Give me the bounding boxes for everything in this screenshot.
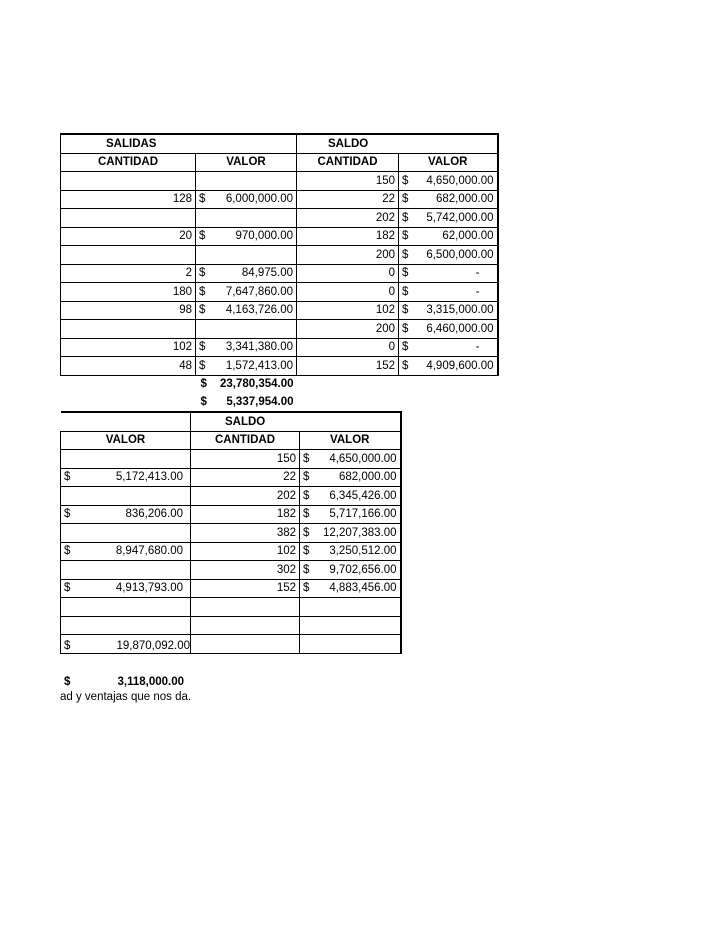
table-row	[61, 227, 498, 246]
amount: 1,572,413.00	[225, 359, 293, 372]
table-row	[61, 561, 401, 580]
currency-symbol: $	[64, 545, 71, 558]
amount: 9,702,656.00	[329, 563, 397, 576]
saldo-valor-cell	[399, 283, 498, 302]
saldo-cantidad-cell: 202	[297, 209, 399, 228]
salidas-cantidad-cell	[61, 209, 196, 228]
currency-symbol: $	[200, 378, 207, 391]
saldo-valor-cell	[399, 246, 498, 265]
valor-cell	[61, 487, 191, 506]
spacer-cell	[61, 375, 196, 393]
amount: 8,947,680.00	[115, 545, 183, 558]
currency-symbol: $	[402, 359, 409, 372]
saldo-valor-cell	[399, 227, 498, 246]
saldo-cantidad-cell: 22	[191, 468, 300, 487]
valor-cell	[61, 598, 191, 617]
saldo-cantidad-cell: 200	[297, 246, 399, 265]
currency-symbol: $	[199, 359, 206, 372]
salidas-cantidad-cell: 128	[61, 190, 196, 209]
amount: 6,500,000.00	[426, 248, 494, 261]
col-header-salidas-cantidad: CANTIDAD	[61, 153, 196, 172]
saldo-cantidad-cell: 0	[297, 338, 399, 357]
currency-symbol: $	[64, 582, 71, 595]
saldo-valor-cell	[300, 487, 401, 506]
amount: -	[475, 341, 480, 354]
spacer-cell	[61, 393, 196, 411]
spacer-cell	[399, 393, 498, 411]
amount: 3,315,000.00	[426, 304, 494, 317]
saldo-valor-cell	[300, 450, 401, 469]
valor-cell	[61, 542, 191, 561]
saldo-cantidad-cell: 0	[297, 283, 399, 302]
table2-total-bold	[64, 676, 184, 688]
salidas-total-cell	[196, 393, 297, 411]
currency-symbol: $	[64, 676, 71, 688]
amount: 682,000.00	[338, 471, 397, 484]
footer-text: ad y ventajas que nos da.	[60, 691, 192, 703]
currency-symbol: $	[199, 285, 206, 298]
saldo-cantidad-cell: 22	[297, 190, 399, 209]
amount: 5,337,954.00	[226, 395, 294, 408]
currency-symbol: $	[402, 304, 409, 317]
table-row	[61, 301, 498, 320]
currency-symbol: $	[402, 230, 409, 243]
salidas-valor-cell	[196, 172, 297, 191]
table-row	[61, 468, 401, 487]
amount: 4,883,456.00	[329, 582, 397, 595]
currency-symbol: $	[402, 267, 409, 280]
amount: 6,000,000.00	[225, 193, 293, 206]
col-header-saldo-valor-2: VALOR	[300, 431, 401, 450]
table-row	[61, 338, 498, 357]
saldo-cantidad-cell: 152	[297, 357, 399, 376]
saldo-cantidad-cell: 150	[297, 172, 399, 191]
salidas-cantidad-cell	[61, 320, 196, 339]
saldo-valor-cell	[300, 635, 401, 654]
saldo-valor-cell	[300, 542, 401, 561]
salidas-valor-cell	[196, 264, 297, 283]
currency-symbol: $	[64, 471, 71, 484]
table-row	[61, 209, 498, 228]
salidas-cantidad-cell: 102	[61, 338, 196, 357]
currency-symbol: $	[303, 452, 310, 465]
salidas-cantidad-cell	[61, 172, 196, 191]
amount: 4,650,000.00	[426, 174, 494, 187]
currency-symbol: $	[303, 489, 310, 502]
currency-symbol: $	[402, 193, 409, 206]
amount: 970,000.00	[235, 230, 293, 243]
saldo-cantidad-cell: 0	[297, 264, 399, 283]
saldo-cantidad-cell	[191, 616, 300, 635]
currency-symbol: $	[402, 285, 409, 298]
amount: 6,460,000.00	[426, 322, 494, 335]
currency-symbol: $	[199, 193, 206, 206]
currency-symbol: $	[402, 211, 409, 224]
col-header-saldo-valor: VALOR	[399, 153, 498, 172]
currency-symbol: $	[402, 248, 409, 261]
table-row	[61, 487, 401, 506]
salidas-cantidad-cell: 180	[61, 283, 196, 302]
table2-total-valor	[64, 640, 190, 652]
currency-symbol: $	[303, 545, 310, 558]
total-row	[61, 393, 498, 411]
saldo-valor-cell	[300, 561, 401, 580]
saldo-cantidad-cell	[191, 635, 300, 654]
total-bold-amount: 3,118,000.00	[117, 676, 184, 688]
saldo-cantidad-cell: 152	[191, 579, 300, 598]
saldo-valor-cell	[300, 468, 401, 487]
valor-cell	[61, 450, 191, 469]
valor-cell	[61, 579, 191, 598]
currency-symbol: $	[199, 341, 206, 354]
saldo-cantidad-cell: 200	[297, 320, 399, 339]
table-row	[61, 450, 401, 469]
currency-symbol: $	[303, 471, 310, 484]
saldo-valor-cell	[300, 616, 401, 635]
saldo-cantidad-cell: 182	[191, 505, 300, 524]
salidas-valor-cell	[196, 301, 297, 320]
amount: 84,975.00	[241, 267, 293, 280]
amount: 4,163,726.00	[225, 304, 293, 317]
currency-symbol: $	[303, 563, 310, 576]
saldo-cantidad-cell: 382	[191, 524, 300, 543]
table-row	[61, 579, 401, 598]
amount: 682,000.00	[435, 193, 494, 206]
saldo-cantidad-cell: 182	[297, 227, 399, 246]
amount: 6,345,426.00	[329, 489, 397, 502]
saldo-valor-cell	[399, 172, 498, 191]
total-row	[61, 375, 498, 393]
currency-symbol: $	[303, 508, 310, 521]
spacer-cell	[297, 375, 399, 393]
valor-cell	[61, 468, 191, 487]
valor-cell	[61, 505, 191, 524]
group-header-saldo-2: SALDO	[191, 412, 401, 431]
amount: -	[475, 267, 480, 280]
amount: 5,717,166.00	[329, 508, 397, 521]
saldo-valor-cell	[399, 209, 498, 228]
group-header-salidas: SALIDAS	[61, 134, 297, 153]
currency-symbol: $	[64, 640, 71, 652]
amount: 4,650,000.00	[329, 452, 397, 465]
kardex-table-valor-saldo	[60, 411, 402, 654]
kardex-table-salidas-saldo	[60, 133, 499, 411]
col-header-salidas-valor: VALOR	[196, 153, 297, 172]
currency-symbol: $	[402, 174, 409, 187]
header-spacer	[61, 412, 191, 431]
amount: 3,250,512.00	[329, 545, 397, 558]
amount: 4,913,793.00	[115, 582, 183, 595]
total-valor-amount: 19,870,092.00	[116, 640, 190, 652]
currency-symbol: $	[402, 322, 409, 335]
salidas-cantidad-cell: 2	[61, 264, 196, 283]
saldo-valor-cell	[300, 505, 401, 524]
spacer-cell	[399, 375, 498, 393]
salidas-valor-cell	[196, 227, 297, 246]
col-header-saldo-cantidad-2: CANTIDAD	[191, 431, 300, 450]
amount: 4,909,600.00	[426, 359, 494, 372]
saldo-valor-cell	[300, 524, 401, 543]
table-row	[61, 357, 498, 376]
saldo-valor-cell	[399, 264, 498, 283]
amount: 7,647,860.00	[225, 285, 293, 298]
amount: 5,742,000.00	[426, 211, 494, 224]
salidas-total-cell	[196, 375, 297, 393]
table-row	[61, 616, 401, 635]
salidas-valor-cell	[196, 338, 297, 357]
table-row	[61, 542, 401, 561]
saldo-valor-cell	[399, 190, 498, 209]
table-row	[61, 283, 498, 302]
salidas-cantidad-cell: 20	[61, 227, 196, 246]
table-row	[61, 172, 498, 191]
table-row	[61, 320, 498, 339]
saldo-cantidad-cell	[191, 598, 300, 617]
salidas-valor-cell	[196, 209, 297, 228]
amount: 5,172,413.00	[115, 471, 183, 484]
saldo-cantidad-cell: 302	[191, 561, 300, 580]
currency-symbol: $	[303, 526, 310, 539]
amount: 23,780,354.00	[219, 378, 294, 391]
salidas-cantidad-cell: 48	[61, 357, 196, 376]
currency-symbol: $	[200, 395, 207, 408]
valor-cell	[61, 524, 191, 543]
table-row	[61, 264, 498, 283]
saldo-cantidad-cell: 102	[297, 301, 399, 320]
saldo-valor-cell	[399, 301, 498, 320]
currency-symbol: $	[402, 341, 409, 354]
table-row	[61, 598, 401, 617]
saldo-valor-cell	[399, 357, 498, 376]
salidas-cantidad-cell	[61, 246, 196, 265]
currency-symbol: $	[303, 582, 310, 595]
table-row	[61, 524, 401, 543]
spacer-cell	[297, 393, 399, 411]
amount: 62,000.00	[442, 230, 494, 243]
group-header-saldo: SALDO	[297, 134, 498, 153]
amount: -	[475, 285, 480, 298]
amount: 12,207,383.00	[322, 526, 397, 539]
saldo-valor-cell	[300, 598, 401, 617]
valor-cell	[61, 616, 191, 635]
col-header-saldo-cantidad: CANTIDAD	[297, 153, 399, 172]
table-row	[61, 246, 498, 265]
amount: 3,341,380.00	[225, 341, 293, 354]
salidas-valor-cell	[196, 246, 297, 265]
saldo-valor-cell	[399, 338, 498, 357]
currency-symbol: $	[199, 267, 206, 280]
currency-symbol: $	[199, 230, 206, 243]
salidas-valor-cell	[196, 283, 297, 302]
salidas-cantidad-cell: 98	[61, 301, 196, 320]
currency-symbol: $	[199, 304, 206, 317]
table-row	[61, 190, 498, 209]
valor-cell	[61, 561, 191, 580]
salidas-valor-cell	[196, 357, 297, 376]
saldo-cantidad-cell: 202	[191, 487, 300, 506]
salidas-valor-cell	[196, 190, 297, 209]
saldo-cantidad-cell: 150	[191, 450, 300, 469]
amount: 836,206.00	[125, 508, 183, 521]
table-row	[61, 505, 401, 524]
saldo-valor-cell	[300, 579, 401, 598]
saldo-cantidad-cell: 102	[191, 542, 300, 561]
currency-symbol: $	[64, 508, 71, 521]
salidas-valor-cell	[196, 320, 297, 339]
col-header-valor: VALOR	[61, 431, 191, 450]
saldo-valor-cell	[399, 320, 498, 339]
